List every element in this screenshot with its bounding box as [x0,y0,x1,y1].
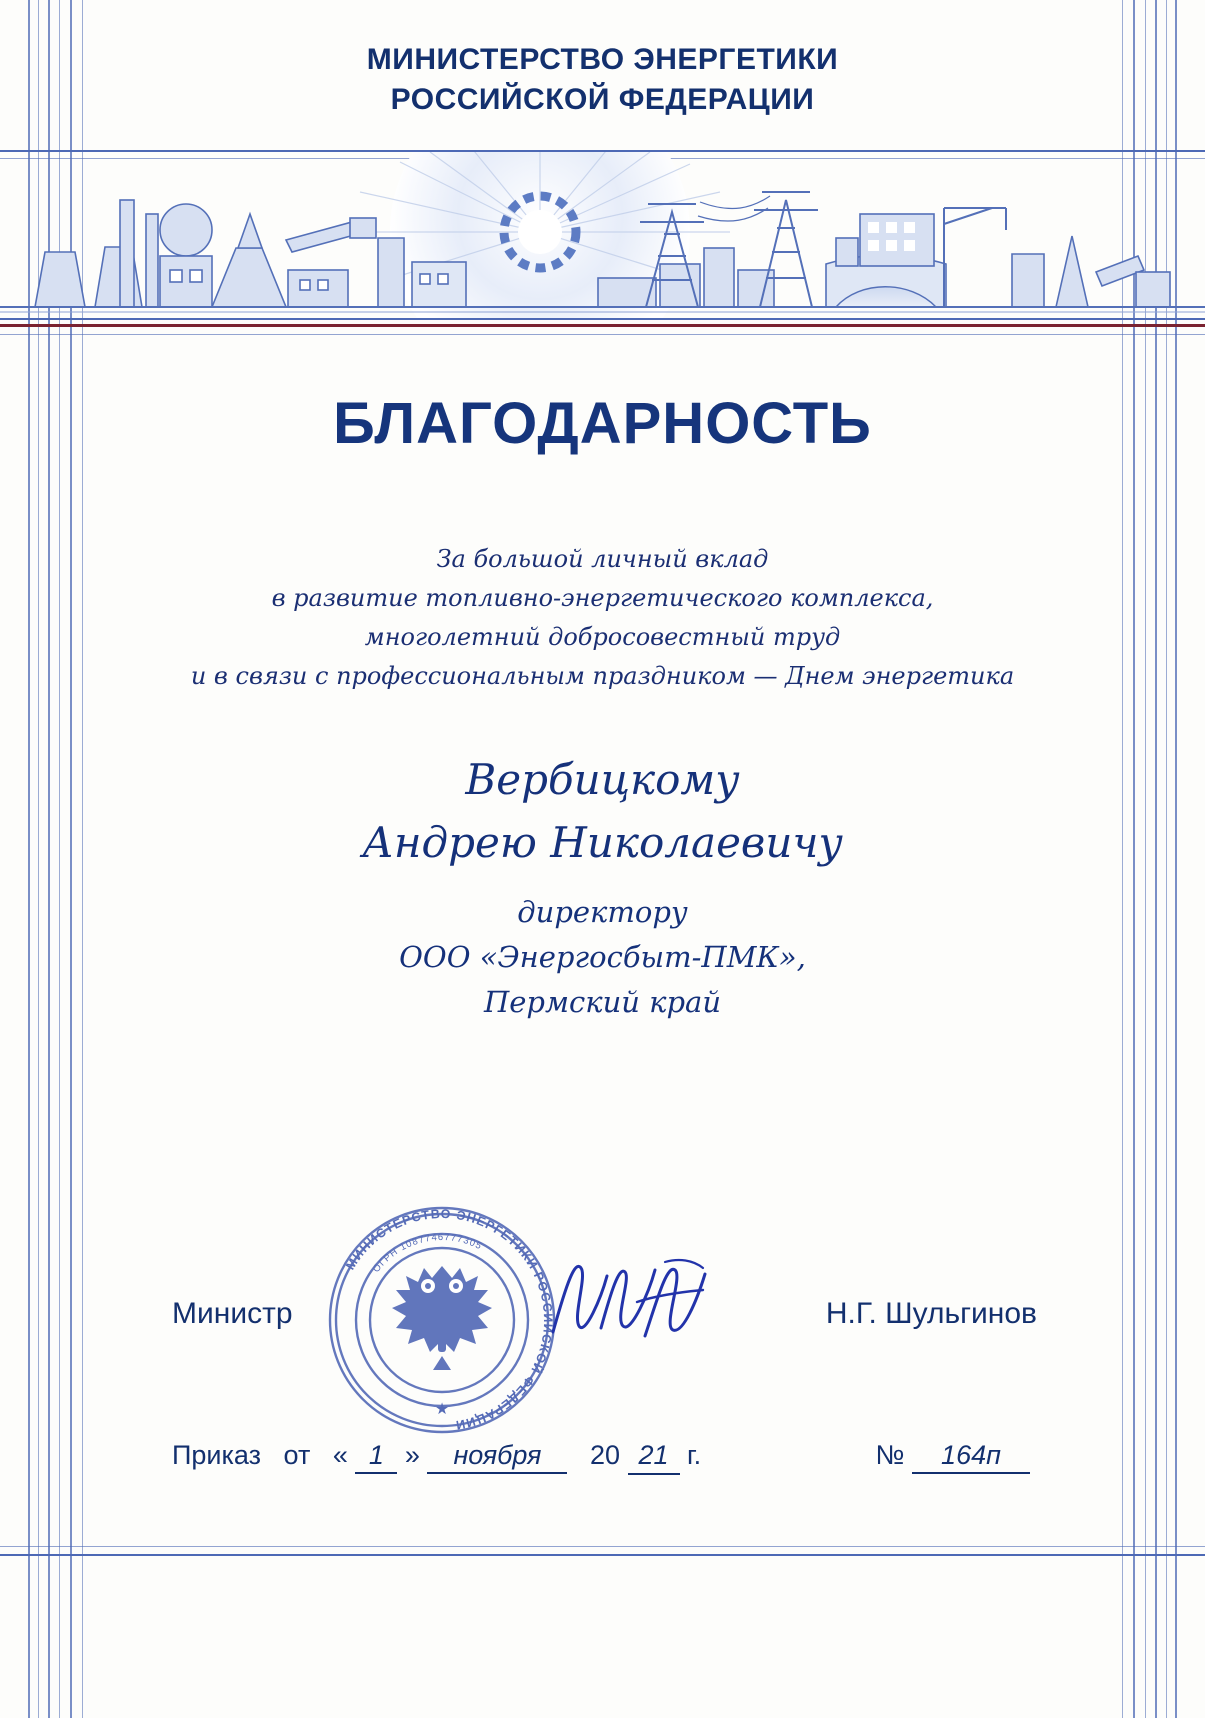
order-quote-open: « [332,1440,348,1470]
recipient-name-patronymic: Андрею Николаевичу [362,818,843,867]
order-label: Приказ [172,1440,262,1470]
bottom-skyline-rule-1 [0,318,1205,320]
order-from-label: от [283,1440,311,1470]
ministry-line-2: РОССИЙСКОЙ ФЕДЕРАЦИИ [390,82,815,116]
position-line-1: директору [517,895,688,929]
order-quote-close: » [404,1440,420,1470]
page-title: БЛАГОДАРНОСТЬ [333,391,872,456]
reason-line-1: За большой личный вклад [436,545,769,573]
handwritten-signature [545,1240,715,1360]
bottom-skyline-rule-2 [0,334,1205,335]
reason-text [120,540,1085,696]
bottom-rule-1 [0,1546,1205,1547]
reason-line-3: многолетний добросовестный труд [364,622,841,651]
order-month-value: ноября [427,1440,567,1474]
svg-text:ОГРН 1087746777305: ОГРН 1087746777305 [370,1231,484,1275]
official-stamp-icon [322,1200,562,1440]
bottom-skyline-rule-accent [0,324,1205,327]
reason-line-2: в развитие топливно-энергетического комплекса, [271,583,934,612]
recipient-position-block [120,890,1085,1025]
ministry-header [0,40,1205,120]
order-day-value: 1 [355,1440,397,1474]
order-year-value: 21 [638,1440,669,1470]
order-year-suffix: г. [687,1440,702,1470]
position-line-2: ООО «Энергосбыт-ПМК», [399,939,806,974]
order-number-value: 164п [912,1440,1030,1474]
order-line [0,1440,1205,1484]
signature-title: Министр [172,1297,293,1330]
order-right-group [876,1440,1030,1474]
order-number-label: № [875,1440,905,1470]
svg-text:МИНИСТЕРСТВО ЭНЕРГЕТИКИ РОССИЙ: МИНИСТЕРСТВО ЭНЕРГЕТИКИ РОССИЙСКОЙ ФЕДЕРАЦИИ [343,1206,556,1433]
recipient-surname: Вербицкому [465,755,740,804]
position-line-3: Пермский край [483,984,722,1019]
industry-skyline-illustration [0,152,1205,320]
signature-row [0,1206,1205,1433]
bottom-rule-2 [0,1554,1205,1556]
order-left-group [172,1440,701,1475]
recipient-block [120,748,1085,874]
ministry-line-1: МИНИСТЕРСТВО ЭНЕРГЕТИКИ [366,43,839,76]
order-year-wrap [628,1440,680,1475]
svg-text:★: ★ [434,1401,450,1418]
order-year-prefix: 20 [589,1440,621,1470]
reason-line-4: и в связи с профессиональным праздником — Днем энергетика [190,661,1015,690]
signatory-name: Н.Г. Шульгинов [825,1297,1037,1330]
